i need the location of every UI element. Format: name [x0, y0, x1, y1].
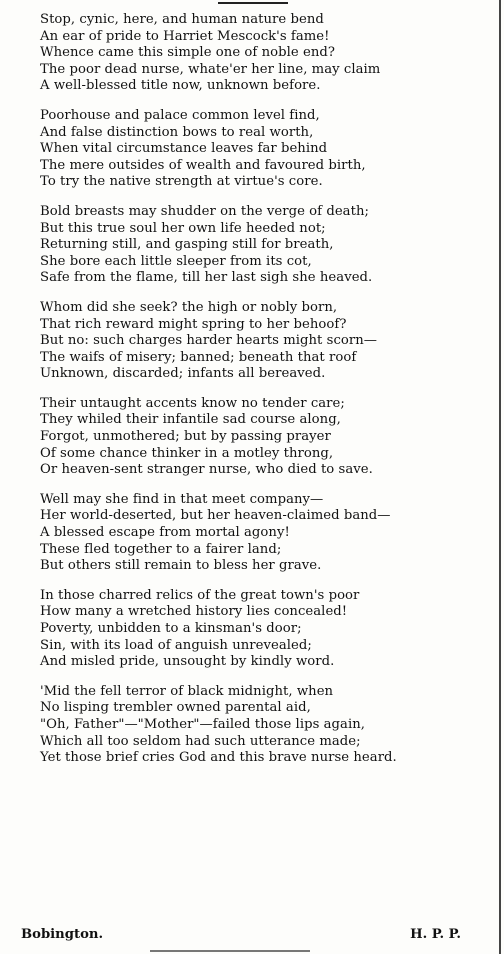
poem-line: Safe from the flame, till her last sigh she heaved.: [40, 270, 373, 286]
poem-line: Bold breasts may shudder on the verge of death;: [40, 203, 369, 219]
stanza-4: [40, 300, 500, 383]
poem-line: And misled pride, unsought by kindly word.: [40, 654, 335, 670]
stanza-7: [40, 588, 500, 671]
poem-line: Well may she find in that meet company—: [40, 491, 324, 507]
poem-line: Forgot, unmothered; but by passing prayer: [40, 429, 331, 445]
poem-line: She bore each little sleeper from its cot,: [40, 253, 312, 269]
poem-line: But no: such charges harder hearts might scorn—: [40, 333, 378, 349]
stanza-5: [40, 396, 500, 479]
poem-line: An ear of pride to Harriet Mescock's fame!: [40, 28, 330, 44]
poem-line: No lisping trembler owned parental aid,: [40, 700, 311, 716]
poem-line: Her world-deserted, but her heaven-claimed band—: [40, 508, 391, 524]
poem-line: The poor dead nurse, whate'er her line, may claim: [40, 61, 381, 77]
poem-line: A well-blessed title now, unknown before.: [40, 78, 321, 94]
poem-line: Yet those brief cries God and this brave nurse heard.: [40, 750, 397, 766]
stanza-2: [40, 108, 500, 191]
poem-line: Poverty, unbidden to a kinsman's door;: [40, 621, 302, 636]
poem-line: Of some chance thinker in a motley throng,: [40, 445, 334, 461]
poem-line: How many a wretched history lies concealed!: [40, 604, 348, 620]
poem-line: A blessed escape from mortal agony!: [40, 525, 290, 541]
poem-line: Their untaught accents know no tender care;: [40, 395, 345, 411]
stanza-1: [40, 12, 500, 95]
poem-line: Unknown, discarded; infants all bereaved.: [40, 366, 326, 382]
poem-line: Or heaven-sent stranger nurse, who died to save.: [40, 462, 373, 478]
poem-line: "Oh, Father"—"Mother"—failed those lips again,: [40, 716, 366, 732]
poem-line: That rich reward might spring to her behoof?: [40, 316, 347, 332]
poem-line: Poorhouse and palace common level find,: [40, 107, 320, 123]
poem-line: They whiled their infantile sad course along,: [40, 412, 341, 428]
poem: [40, 12, 500, 780]
signature: [21, 927, 461, 943]
poem-line: Whence came this simple one of noble end?: [40, 45, 335, 61]
poem-line: Which all too seldom had such utterance made;: [40, 733, 361, 749]
poem-line: In those charred relics of the great town's poor: [40, 587, 360, 603]
stanza-6: [40, 492, 500, 575]
poem-line: These fled together to a fairer land;: [40, 541, 282, 557]
bottom-divider: [150, 950, 310, 952]
poem-line: Sin, with its load of anguish unrevealed;: [40, 637, 312, 653]
poem-line: When vital circumstance leaves far behind: [40, 141, 328, 157]
poem-line: Stop, cynic, here, and human nature bend: [40, 12, 324, 27]
poem-line: And false distinction bows to real worth,: [40, 124, 314, 140]
poem-line: 'Mid the fell terror of black midnight, when: [40, 683, 334, 699]
poem-line: To try the native strength at virtue's core.: [40, 174, 323, 190]
poem-line: But this true soul her own life heeded not;: [40, 220, 326, 236]
poem-line: The mere outsides of wealth and favoured birth,: [40, 157, 366, 173]
stanza-3: [40, 204, 500, 287]
poem-line: But others still remain to bless her grave.: [40, 558, 322, 574]
stanza-8: [40, 684, 500, 767]
poem-line: Whom did she seek? the high or nobly born,: [40, 299, 338, 315]
signature-initials: H. P. P.: [410, 927, 461, 942]
top-divider: [218, 2, 288, 4]
signature-place: Bobington.: [21, 927, 104, 942]
poem-line: The waifs of misery; banned; beneath that roof: [40, 349, 357, 365]
poem-line: Returning still, and gasping still for breath,: [40, 237, 334, 253]
